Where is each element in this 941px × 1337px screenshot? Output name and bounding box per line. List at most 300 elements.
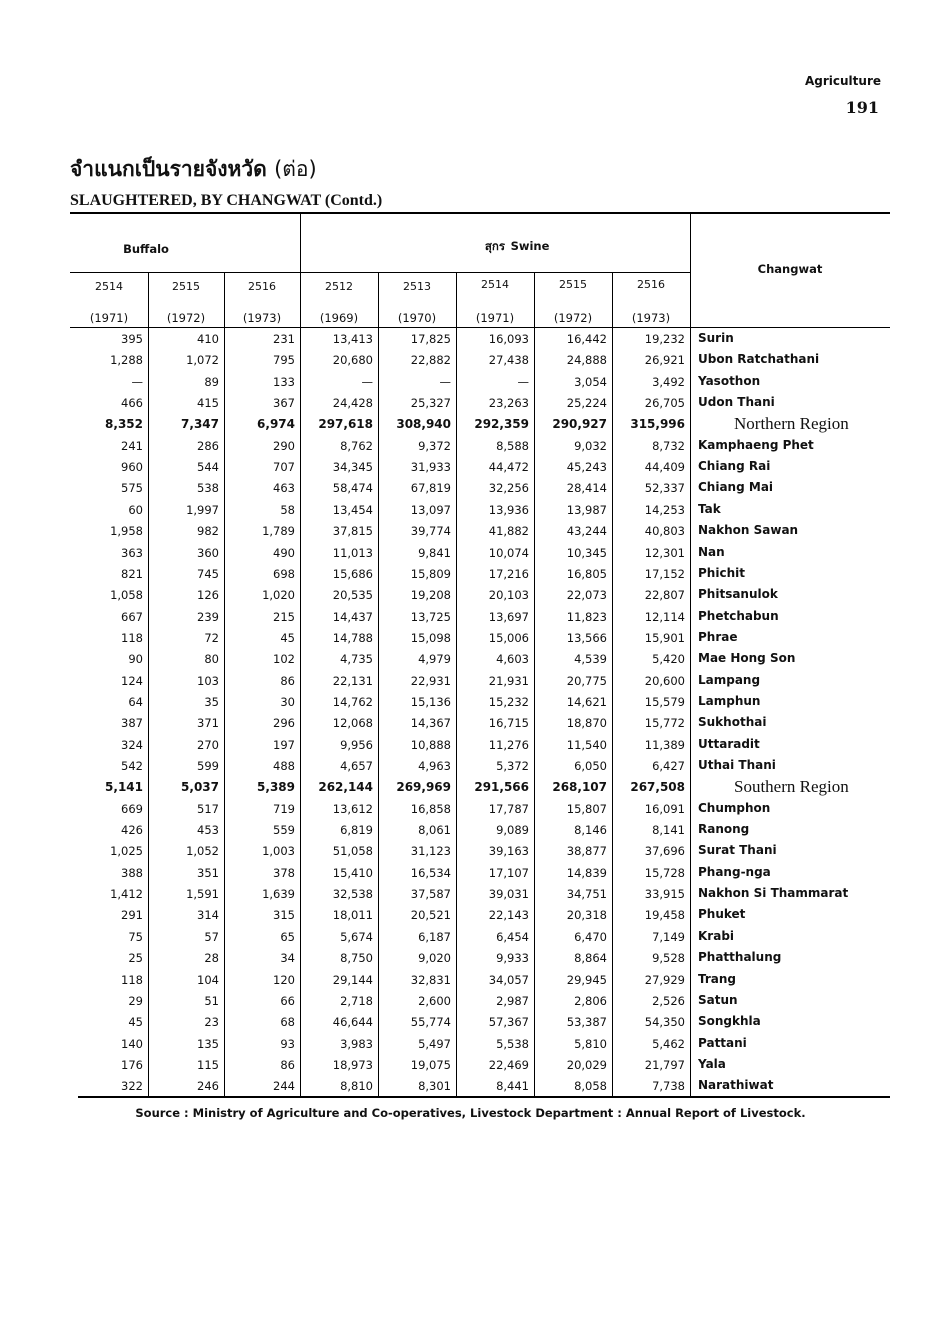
year-ce: (1972) xyxy=(166,311,206,325)
table-cell: 2,526 xyxy=(652,993,685,1008)
table-row xyxy=(70,735,890,756)
table-row xyxy=(70,1012,890,1033)
table-cell: 8,058 xyxy=(574,1079,607,1094)
table-cell: 10,345 xyxy=(566,545,607,560)
changwat-name: Mae Hong Son xyxy=(698,651,796,666)
table-cell: 20,103 xyxy=(488,588,529,603)
changwat-name: Phitsanulok xyxy=(698,587,778,602)
table-cell: 12,068 xyxy=(332,716,373,731)
table-cell: 18,870 xyxy=(566,716,607,731)
year-be: 2513 xyxy=(403,280,431,293)
table-cell: 118 xyxy=(121,972,143,987)
table-cell: 11,389 xyxy=(644,737,685,752)
table-cell: 6,187 xyxy=(418,929,451,944)
table-cell: 72 xyxy=(204,630,219,645)
changwat-name: Yala xyxy=(698,1056,726,1071)
table-bottom-rule xyxy=(78,1096,890,1098)
table-cell: 239 xyxy=(197,609,219,624)
table-cell: 231 xyxy=(273,332,295,346)
table-cell: 52,337 xyxy=(644,481,685,496)
table-cell: 8,810 xyxy=(340,1079,373,1094)
table-cell: 90 xyxy=(128,652,143,667)
table-cell: 80 xyxy=(204,652,219,667)
table-cell: 44,409 xyxy=(644,460,685,475)
table-cell: 292,359 xyxy=(474,417,529,432)
table-cell: 29,945 xyxy=(566,972,607,987)
table-cell: 669 xyxy=(121,801,143,816)
table-cell: 599 xyxy=(197,759,219,773)
table-cell: 367 xyxy=(273,396,295,411)
table-cell: 9,841 xyxy=(418,545,451,560)
table-cell: 6,454 xyxy=(496,929,529,944)
table-cell: 410 xyxy=(197,332,219,346)
table-row xyxy=(70,884,890,905)
table-cell: 38,877 xyxy=(566,844,607,859)
table-cell: 9,020 xyxy=(418,951,451,966)
table-cell: 6,470 xyxy=(574,929,607,944)
changwat-name: Ubon Ratchathani xyxy=(698,352,820,367)
table-cell: 9,933 xyxy=(496,951,529,966)
changwat-name: Pattani xyxy=(698,1035,747,1050)
table-cell: 18,011 xyxy=(332,908,373,923)
table-cell: 960 xyxy=(121,460,143,475)
year-be: 2514 xyxy=(481,278,509,291)
changwat-name: Tak xyxy=(698,501,721,516)
year-ce: (1973) xyxy=(242,311,282,325)
table-cell: 13,987 xyxy=(566,502,607,517)
changwat-name: Narathiwat xyxy=(698,1078,774,1093)
table-cell: 14,621 xyxy=(566,694,607,709)
table-cell: 297,618 xyxy=(318,417,373,432)
table-row xyxy=(70,350,890,371)
table-cell: 371 xyxy=(197,716,219,731)
table-cell: 1,020 xyxy=(262,588,295,603)
table-row xyxy=(70,799,890,820)
changwat-name: Phuket xyxy=(698,907,746,922)
table-cell: 197 xyxy=(273,737,295,752)
header-bottom-rule xyxy=(70,327,890,328)
table-cell: 20,029 xyxy=(566,1057,607,1072)
table-cell: 8,441 xyxy=(496,1079,529,1094)
table-cell: 22,882 xyxy=(410,353,451,368)
table-cell: 140 xyxy=(121,1036,143,1051)
table-cell: 16,805 xyxy=(566,566,607,581)
table-cell: 378 xyxy=(273,865,295,880)
table-cell: — xyxy=(517,374,529,389)
table-row xyxy=(70,1055,890,1076)
changwat-name: Sukhothai xyxy=(698,715,767,730)
table-cell: 13,097 xyxy=(410,502,451,517)
table-row xyxy=(70,521,890,542)
table-cell: 33,915 xyxy=(644,887,685,902)
table-cell: — xyxy=(361,374,373,389)
table-row xyxy=(70,820,890,841)
table-cell: 28,414 xyxy=(566,481,607,496)
table-cell: 30 xyxy=(280,694,295,709)
table-cell: 23,263 xyxy=(488,396,529,411)
table-cell: 13,413 xyxy=(332,332,373,346)
changwat-name: Phatthalung xyxy=(698,950,782,965)
table-cell: 93 xyxy=(280,1036,295,1051)
changwat-header: Changwat xyxy=(757,262,823,276)
table-cell: 1,958 xyxy=(110,524,143,539)
table-cell: 64 xyxy=(128,694,143,709)
table-cell: 15,772 xyxy=(644,716,685,731)
table-cell: 821 xyxy=(121,566,143,581)
table-cell: 24,888 xyxy=(566,353,607,368)
table-cell: 51 xyxy=(204,993,219,1008)
table-cell: 8,762 xyxy=(340,438,373,453)
table-cell: 13,566 xyxy=(566,630,607,645)
table-cell: 1,591 xyxy=(186,887,219,902)
table-cell: 32,256 xyxy=(488,481,529,496)
table-cell: 16,715 xyxy=(488,716,529,731)
table-cell: 15,809 xyxy=(410,566,451,581)
table-cell: 9,089 xyxy=(496,823,529,838)
table-cell: 5,389 xyxy=(257,780,295,795)
table-cell: 86 xyxy=(280,673,295,688)
table-cell: 296 xyxy=(273,716,295,731)
table-cell: 34,751 xyxy=(566,887,607,902)
table-cell: 11,013 xyxy=(332,545,373,560)
table-row xyxy=(70,756,890,777)
table-cell: 29 xyxy=(128,993,143,1008)
table-cell: 15,728 xyxy=(644,865,685,880)
table-cell: 32,831 xyxy=(410,972,451,987)
table-cell: 8,732 xyxy=(652,438,685,453)
table-cell: 28 xyxy=(204,951,219,966)
table-cell: 24,428 xyxy=(332,396,373,411)
table-cell: 4,963 xyxy=(418,759,451,773)
table-cell: 22,469 xyxy=(488,1057,529,1072)
table-cell: 21,931 xyxy=(488,673,529,688)
table-cell: 8,141 xyxy=(652,823,685,838)
table-cell: 18,973 xyxy=(332,1057,373,1072)
table-cell: 542 xyxy=(121,759,143,773)
table-cell: 12,114 xyxy=(644,609,685,624)
table-cell: 13,612 xyxy=(332,801,373,816)
changwat-name: Surin xyxy=(698,331,734,345)
source-note: Source : Ministry of Agriculture and Co-operatives, Livestock Department : Annual Report of Livestock. xyxy=(135,1106,806,1120)
page-number: 191 xyxy=(845,98,879,117)
title-english: SLAUGHTERED, BY CHANGWAT (Contd.) xyxy=(70,192,383,209)
table-cell: 1,997 xyxy=(186,502,219,517)
table-cell: 269,969 xyxy=(396,780,451,795)
changwat-name: Udon Thani xyxy=(698,395,775,410)
table-cell: 45 xyxy=(128,1015,143,1030)
table-cell: 75 xyxy=(128,929,143,944)
table-cell: 314 xyxy=(197,908,219,923)
table-cell: 7,149 xyxy=(652,929,685,944)
table-cell: 1,058 xyxy=(110,588,143,603)
table-cell: 322 xyxy=(121,1079,143,1094)
swine-header-thai: สุกร xyxy=(484,239,506,253)
table-cell: 315 xyxy=(273,908,295,923)
table-cell: 31,933 xyxy=(410,460,451,475)
table-row xyxy=(70,500,890,521)
table-cell: 57 xyxy=(204,929,219,944)
table-cell: 4,657 xyxy=(340,759,373,773)
table-cell: 86 xyxy=(280,1057,295,1072)
table-cell: 40,803 xyxy=(644,524,685,539)
table-cell: 426 xyxy=(121,823,143,838)
table-cell: 5,372 xyxy=(496,759,529,773)
table-cell: 39,774 xyxy=(410,524,451,539)
table-cell: 324 xyxy=(121,737,143,752)
table-cell: 44,472 xyxy=(488,460,529,475)
table-cell: 5,538 xyxy=(496,1036,529,1051)
table-row xyxy=(70,649,890,670)
table-cell: 544 xyxy=(197,460,219,475)
changwat-name: Uttaradit xyxy=(698,736,760,751)
table-row xyxy=(70,628,890,649)
table-cell: 6,050 xyxy=(574,759,607,773)
table-cell: 39,163 xyxy=(488,844,529,859)
buffalo-header: Buffalo xyxy=(123,242,169,256)
changwat-name: Phrae xyxy=(698,629,738,644)
table-row xyxy=(70,841,890,862)
table-cell: 1,025 xyxy=(110,844,143,859)
table-cell: 1,288 xyxy=(110,353,143,368)
table-row xyxy=(70,478,890,499)
table-cell: 22,931 xyxy=(410,673,451,688)
table-cell: 241 xyxy=(121,438,143,453)
table-cell: 262,144 xyxy=(318,780,373,795)
year-ce: (1973) xyxy=(631,311,671,325)
table-cell: 102 xyxy=(273,652,295,667)
table-cell: 308,940 xyxy=(396,417,451,432)
swine-header: Swine xyxy=(510,239,550,253)
table-cell: 133 xyxy=(273,374,295,389)
changwat-name: Kamphaeng Phet xyxy=(698,437,814,452)
table-cell: 19,208 xyxy=(410,588,451,603)
table-cell: 26,921 xyxy=(644,353,685,368)
table-cell: 453 xyxy=(197,823,219,838)
table-cell: 4,979 xyxy=(418,652,451,667)
table-cell: 15,807 xyxy=(566,801,607,816)
changwat-name: Nakhon Si Thammarat xyxy=(698,886,849,901)
table-cell: 9,372 xyxy=(418,438,451,453)
table-cell: 46,644 xyxy=(332,1015,373,1030)
table-row xyxy=(70,863,890,884)
table-cell: 14,437 xyxy=(332,609,373,624)
table-cell: 20,775 xyxy=(566,673,607,688)
table-cell: 20,318 xyxy=(566,908,607,923)
table-cell: 26,705 xyxy=(644,396,685,411)
table-cell: 8,146 xyxy=(574,823,607,838)
table-cell: 4,539 xyxy=(574,652,607,667)
table-cell: 23 xyxy=(204,1015,219,1030)
table-cell: 6,427 xyxy=(652,759,685,773)
table-row xyxy=(70,436,890,457)
table-cell: 27,438 xyxy=(488,353,529,368)
table-cell: 89 xyxy=(204,374,219,389)
table-cell: 1,789 xyxy=(262,524,295,539)
table-cell: 698 xyxy=(273,566,295,581)
table-cell: 135 xyxy=(197,1036,219,1051)
changwat-name: Trang xyxy=(698,971,737,986)
table-cell: 1,072 xyxy=(186,353,219,368)
table-cell: 6,974 xyxy=(257,417,295,432)
table-cell: 360 xyxy=(197,545,219,560)
table-cell: 14,839 xyxy=(566,865,607,880)
table-cell: 8,588 xyxy=(496,438,529,453)
changwat-name: Chumphon xyxy=(698,800,771,815)
table-cell: 9,032 xyxy=(574,438,607,453)
table-cell: 15,901 xyxy=(644,630,685,645)
table-cell: 719 xyxy=(273,801,295,816)
table-top-rule xyxy=(70,212,890,214)
table-cell: 104 xyxy=(197,972,219,987)
table-cell: 20,680 xyxy=(332,353,373,368)
table-cell: 19,232 xyxy=(644,332,685,346)
table-cell: 20,521 xyxy=(410,908,451,923)
changwat-name: Phetchabun xyxy=(698,608,779,623)
table-cell: 13,725 xyxy=(410,609,451,624)
table-cell: 290,927 xyxy=(552,417,607,432)
table-cell: 3,492 xyxy=(652,374,685,389)
changwat-name: Lampang xyxy=(698,672,761,687)
table-cell: 388 xyxy=(121,865,143,880)
table-row xyxy=(70,564,890,585)
table-cell: 68 xyxy=(280,1015,295,1030)
table-cell: 15,136 xyxy=(410,694,451,709)
table-cell: 25,327 xyxy=(410,396,451,411)
changwat-name: Satun xyxy=(698,992,738,1007)
changwat-name: Nan xyxy=(698,544,725,559)
year-be: 2514 xyxy=(95,280,123,293)
table-cell: 5,141 xyxy=(105,780,143,795)
table-cell: 45 xyxy=(280,630,295,645)
table-cell: 11,276 xyxy=(488,737,529,752)
table-cell: 19,075 xyxy=(410,1057,451,1072)
table-cell: 37,587 xyxy=(410,887,451,902)
table-cell: — xyxy=(439,374,451,389)
table-cell: 463 xyxy=(273,481,295,496)
changwat-name: Songkhla xyxy=(698,1014,761,1029)
table-cell: 55,774 xyxy=(410,1015,451,1030)
table-row xyxy=(70,905,890,926)
table-cell: 15,098 xyxy=(410,630,451,645)
table-cell: 13,454 xyxy=(332,502,373,517)
table-cell: 41,882 xyxy=(488,524,529,539)
table-cell: 15,579 xyxy=(644,694,685,709)
table-cell: 21,797 xyxy=(644,1057,685,1072)
table-cell: 363 xyxy=(121,545,143,560)
table-row xyxy=(70,543,890,564)
table-cell: 37,696 xyxy=(644,844,685,859)
table-cell: 15,410 xyxy=(332,865,373,880)
table-cell: 2,987 xyxy=(496,993,529,1008)
table-row xyxy=(70,329,890,350)
table-cell: 16,093 xyxy=(488,332,529,346)
changwat-name: Chiang Mai xyxy=(698,480,774,495)
table-cell: 67,819 xyxy=(410,481,451,496)
changwat-name: Surat Thani xyxy=(698,843,777,858)
table-cell: 707 xyxy=(273,460,295,475)
table-cell: 8,864 xyxy=(574,951,607,966)
year-be: 2516 xyxy=(248,280,276,293)
table-cell: 14,253 xyxy=(644,502,685,517)
table-cell: 8,750 xyxy=(340,951,373,966)
table-cell: 1,639 xyxy=(262,887,295,902)
table-cell: 35 xyxy=(204,694,219,709)
year-be: 2515 xyxy=(559,278,587,291)
table-cell: 17,216 xyxy=(488,566,529,581)
year-ce: (1970) xyxy=(397,311,437,325)
table-cell: 19,458 xyxy=(644,908,685,923)
table-row xyxy=(70,713,890,734)
changwat-name: Krabi xyxy=(698,928,735,943)
table-cell: 215 xyxy=(273,609,295,624)
table-row xyxy=(70,671,890,692)
table-cell: 3,054 xyxy=(574,374,607,389)
table-cell: 10,888 xyxy=(410,737,451,752)
table-cell: 290 xyxy=(273,438,295,453)
table-cell: 54,350 xyxy=(644,1015,685,1030)
title-thai xyxy=(70,153,317,186)
table-row xyxy=(70,1034,890,1055)
table-cell: 25,224 xyxy=(566,396,607,411)
table-cell: — xyxy=(131,374,143,389)
table-cell: 126 xyxy=(197,588,219,603)
table-cell: 66 xyxy=(280,993,295,1008)
table-cell: 27,929 xyxy=(644,972,685,987)
table-cell: 1,052 xyxy=(186,844,219,859)
table-cell: 538 xyxy=(197,481,219,496)
table-cell: 517 xyxy=(197,801,219,816)
table-cell: 16,091 xyxy=(644,801,685,816)
table-cell: 22,143 xyxy=(488,908,529,923)
table-cell: 22,131 xyxy=(332,673,373,688)
table-row xyxy=(70,393,890,414)
table-cell: 29,144 xyxy=(332,972,373,987)
table-cell: 15,232 xyxy=(488,694,529,709)
table-cell: 795 xyxy=(273,353,295,368)
title-thai-contd: (ต่อ) xyxy=(274,157,317,181)
table-cell: 8,061 xyxy=(418,823,451,838)
table-row xyxy=(70,970,890,991)
table-cell: 57,367 xyxy=(488,1015,529,1030)
table-cell: 5,810 xyxy=(574,1036,607,1051)
table-cell: 4,603 xyxy=(496,652,529,667)
table-cell: 14,788 xyxy=(332,630,373,645)
changwat-name: Ranong xyxy=(698,822,750,837)
table-cell: 982 xyxy=(197,524,219,539)
table-cell: 9,528 xyxy=(652,951,685,966)
table-cell: 5,674 xyxy=(340,929,373,944)
section-header: Agriculture xyxy=(804,74,881,88)
table-cell: 7,738 xyxy=(652,1079,685,1094)
table-cell: 745 xyxy=(197,566,219,581)
changwat-name: Yasothon xyxy=(698,373,761,388)
table-cell: 5,497 xyxy=(418,1036,451,1051)
table-cell: 291 xyxy=(121,908,143,923)
year-ce: (1969) xyxy=(319,311,359,325)
table-cell: 270 xyxy=(197,737,219,752)
table-cell: 12,301 xyxy=(644,545,685,560)
region-row xyxy=(70,777,890,798)
table-cell: 8,301 xyxy=(418,1079,451,1094)
table-cell: 37,815 xyxy=(332,524,373,539)
changwat-name: Uthai Thani xyxy=(698,758,776,772)
table-cell: 58 xyxy=(280,502,295,517)
table-cell: 115 xyxy=(197,1057,219,1072)
table-cell: 267,508 xyxy=(630,780,685,795)
table-cell: 575 xyxy=(121,481,143,496)
year-be: 2516 xyxy=(637,278,665,291)
table-cell: 118 xyxy=(121,630,143,645)
